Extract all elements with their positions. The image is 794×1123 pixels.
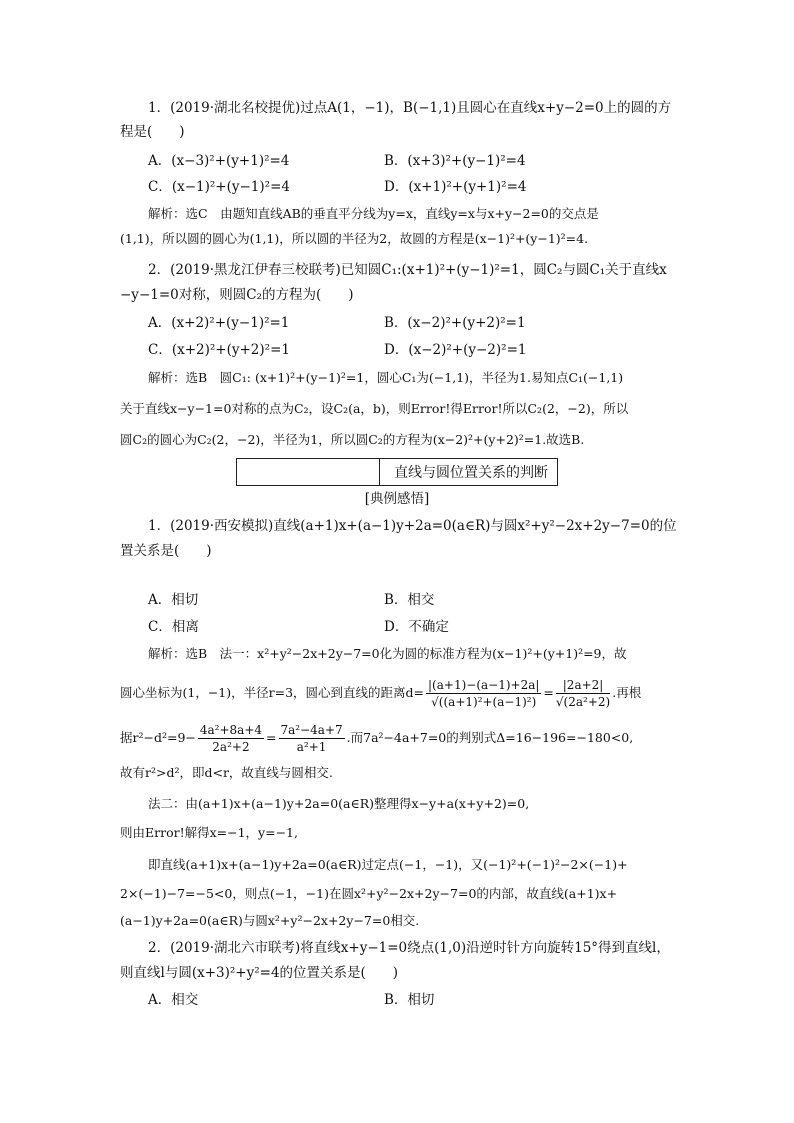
q1-option-d: D．(x+1)²+(y+1)²=4: [384, 179, 527, 195]
distance-fraction-1-numerator: |(a+1)−(a−1)+2a|: [428, 678, 540, 692]
q3-method2-line1: 法二：由(a+1)x+(a−1)y+2a=0(a∈R)整理得x−y+a(x+y+2)=0,: [148, 796, 530, 811]
q3-solution-line1: 解析：选B 法一：x²+y²−2x+2y−7=0化为圆的标准方程为(x−1)²+(y+1)²=9，故: [148, 646, 627, 661]
distance-fraction-2: [556, 677, 610, 710]
q2-option-b: B．(x−2)²+(y+2)²=1: [384, 315, 526, 331]
section-tag: [典例感悟]: [364, 491, 430, 507]
distance-fraction-1: [426, 677, 541, 710]
q3-method2-line2: 则由Error!解得x=−1，y=−1,: [120, 825, 298, 840]
section-header-blank-cell: [237, 459, 380, 485]
section-title: 直线与圆位置关系的判断: [394, 465, 548, 481]
q2-stem-line1: 2．(2019·黑龙江伊春三校联考)已知圆C₁:(x+1)²+(y−1)²=1，圆C₂与圆C₁关于直线x: [148, 262, 667, 278]
q1-option-a: A．(x−3)²+(y+1)²=4: [148, 153, 290, 169]
rd-fraction-2-numerator: 7a²−4a+7: [280, 723, 343, 737]
q3-solution-line2: [120, 673, 680, 715]
q3-solution-line3: [120, 718, 680, 760]
q1-option-b: B．(x+3)²+(y−1)²=4: [384, 153, 526, 169]
section-header-box: [236, 458, 558, 486]
distance-fraction-2-numerator: |2a+2|: [556, 677, 610, 694]
q3-solution-line2-tail: .再根: [612, 685, 642, 700]
q3-solution-line2-equals: =: [543, 685, 554, 700]
q1-stem-line1: 1．(2019·湖北名校提优)过点A(1，−1)，B(−1,1)且圆心在直线x+y−2=0上的圆的方: [148, 100, 672, 116]
q4-option-a: A．相交: [148, 992, 199, 1008]
q4-option-b: B．相切: [384, 992, 435, 1008]
q2-solution-line1: 解析：选B 圆C₁: (x+1)²+(y−1)²=1，圆心C₁为(−1,1)，半径为1.易知点C₁(−1,1): [148, 370, 624, 385]
q3-solution-line2-text: 圆心坐标为(1，−1)，半径r=3，圆心到直线的距离d=: [120, 685, 425, 700]
q1-option-c: C．(x−1)²+(y−1)²=4: [148, 179, 290, 195]
q1-solution-line1: 解析：选C 由题知直线AB的垂直平分线为y=x，直线y=x与x+y−2=0的交点是: [148, 206, 599, 221]
q3-option-d: D．不确定: [384, 619, 449, 635]
rd-fraction-2: [279, 722, 345, 755]
rd-fraction-2-denominator: a²+1: [296, 740, 327, 754]
distance-fraction-1-denominator: √((a+1)²+(a−1)²): [431, 695, 537, 709]
rd-fraction-1-numerator: 4a²+8a+4: [199, 723, 263, 737]
q3-solution-line3-tail: .而7a²−4a+7=0的判别式Δ=16−196=−180<0,: [346, 730, 634, 745]
q3-stem-line2: 置关系是( ): [120, 543, 212, 559]
q3-method2-line3: 即直线(a+1)x+(a−1)y+2a=0(a∈R)过定点(−1，−1)，又(−1)²+(−1)²−2×(−1)+: [148, 857, 628, 872]
q2-solution-line2: 关于直线x−y−1=0对称的点为C₂，设C₂(a，b)，则Error!得Error!所以C₂(2，−2)，所以: [120, 401, 629, 416]
q4-stem-line2: 则直线l与圆(x+3)²+y²=4的位置关系是( ): [120, 965, 399, 981]
q2-stem-line2: −y−1=0对称，则圆C₂的方程为( ): [120, 287, 354, 303]
q2-option-d: D．(x−2)²+(y−2)²=1: [384, 342, 527, 358]
q4-stem-line1: 2．(2019·湖北六市联考)将直线x+y−1=0绕点(1,0)沿逆时针方向旋转15°得到直线l，: [148, 940, 670, 956]
rd-fraction-1-denominator: 2a²+2: [212, 740, 250, 754]
q2-option-a: A．(x+2)²+(y−1)²=1: [148, 315, 290, 331]
q1-solution-line2: (1,1)，所以圆的圆心为(1,1)，所以圆的半径为2，故圆的方程是(x−1)²+(y−1)²=4.: [120, 231, 589, 246]
q2-option-c: C．(x+2)²+(y+2)²=1: [148, 342, 290, 358]
q3-stem-line1: 1．(2019·西安模拟)直线(a+1)x+(a−1)y+2a=0(a∈R)与圆x²+y²−2x+2y−7=0的位: [148, 518, 677, 534]
q3-option-a: A．相切: [148, 592, 199, 608]
q3-option-b: B．相交: [384, 592, 435, 608]
distance-fraction-2-denominator: √(2a²+2): [555, 695, 611, 709]
rd-fraction-1: [198, 722, 264, 755]
q3-solution-line3-text: 据r²−d²=9−: [120, 730, 196, 745]
q3-method2-line4: 2×(−1)−7=−5<0，则点(−1，−1)在圆x²+y²−2x+2y−7=0的内部，故直线(a+1)x+: [120, 886, 618, 901]
q3-option-c: C．相离: [148, 619, 199, 635]
q2-solution-line3: 圆C₂的圆心为C₂(2，−2)，半径为1，所以圆C₂的方程为(x−2)²+(y+2)²=1.故选B.: [120, 432, 585, 447]
q1-stem-line2: 程是( ): [120, 124, 185, 140]
q3-solution-line3-equals: =: [266, 730, 277, 745]
q3-solution-line4: 故有r²>d²，即d<r，故直线与圆相交.: [120, 765, 333, 780]
q3-method2-line5: (a−1)y+2a=0(a∈R)与圆x²+y²−2x+2y−7=0相交.: [120, 913, 420, 928]
